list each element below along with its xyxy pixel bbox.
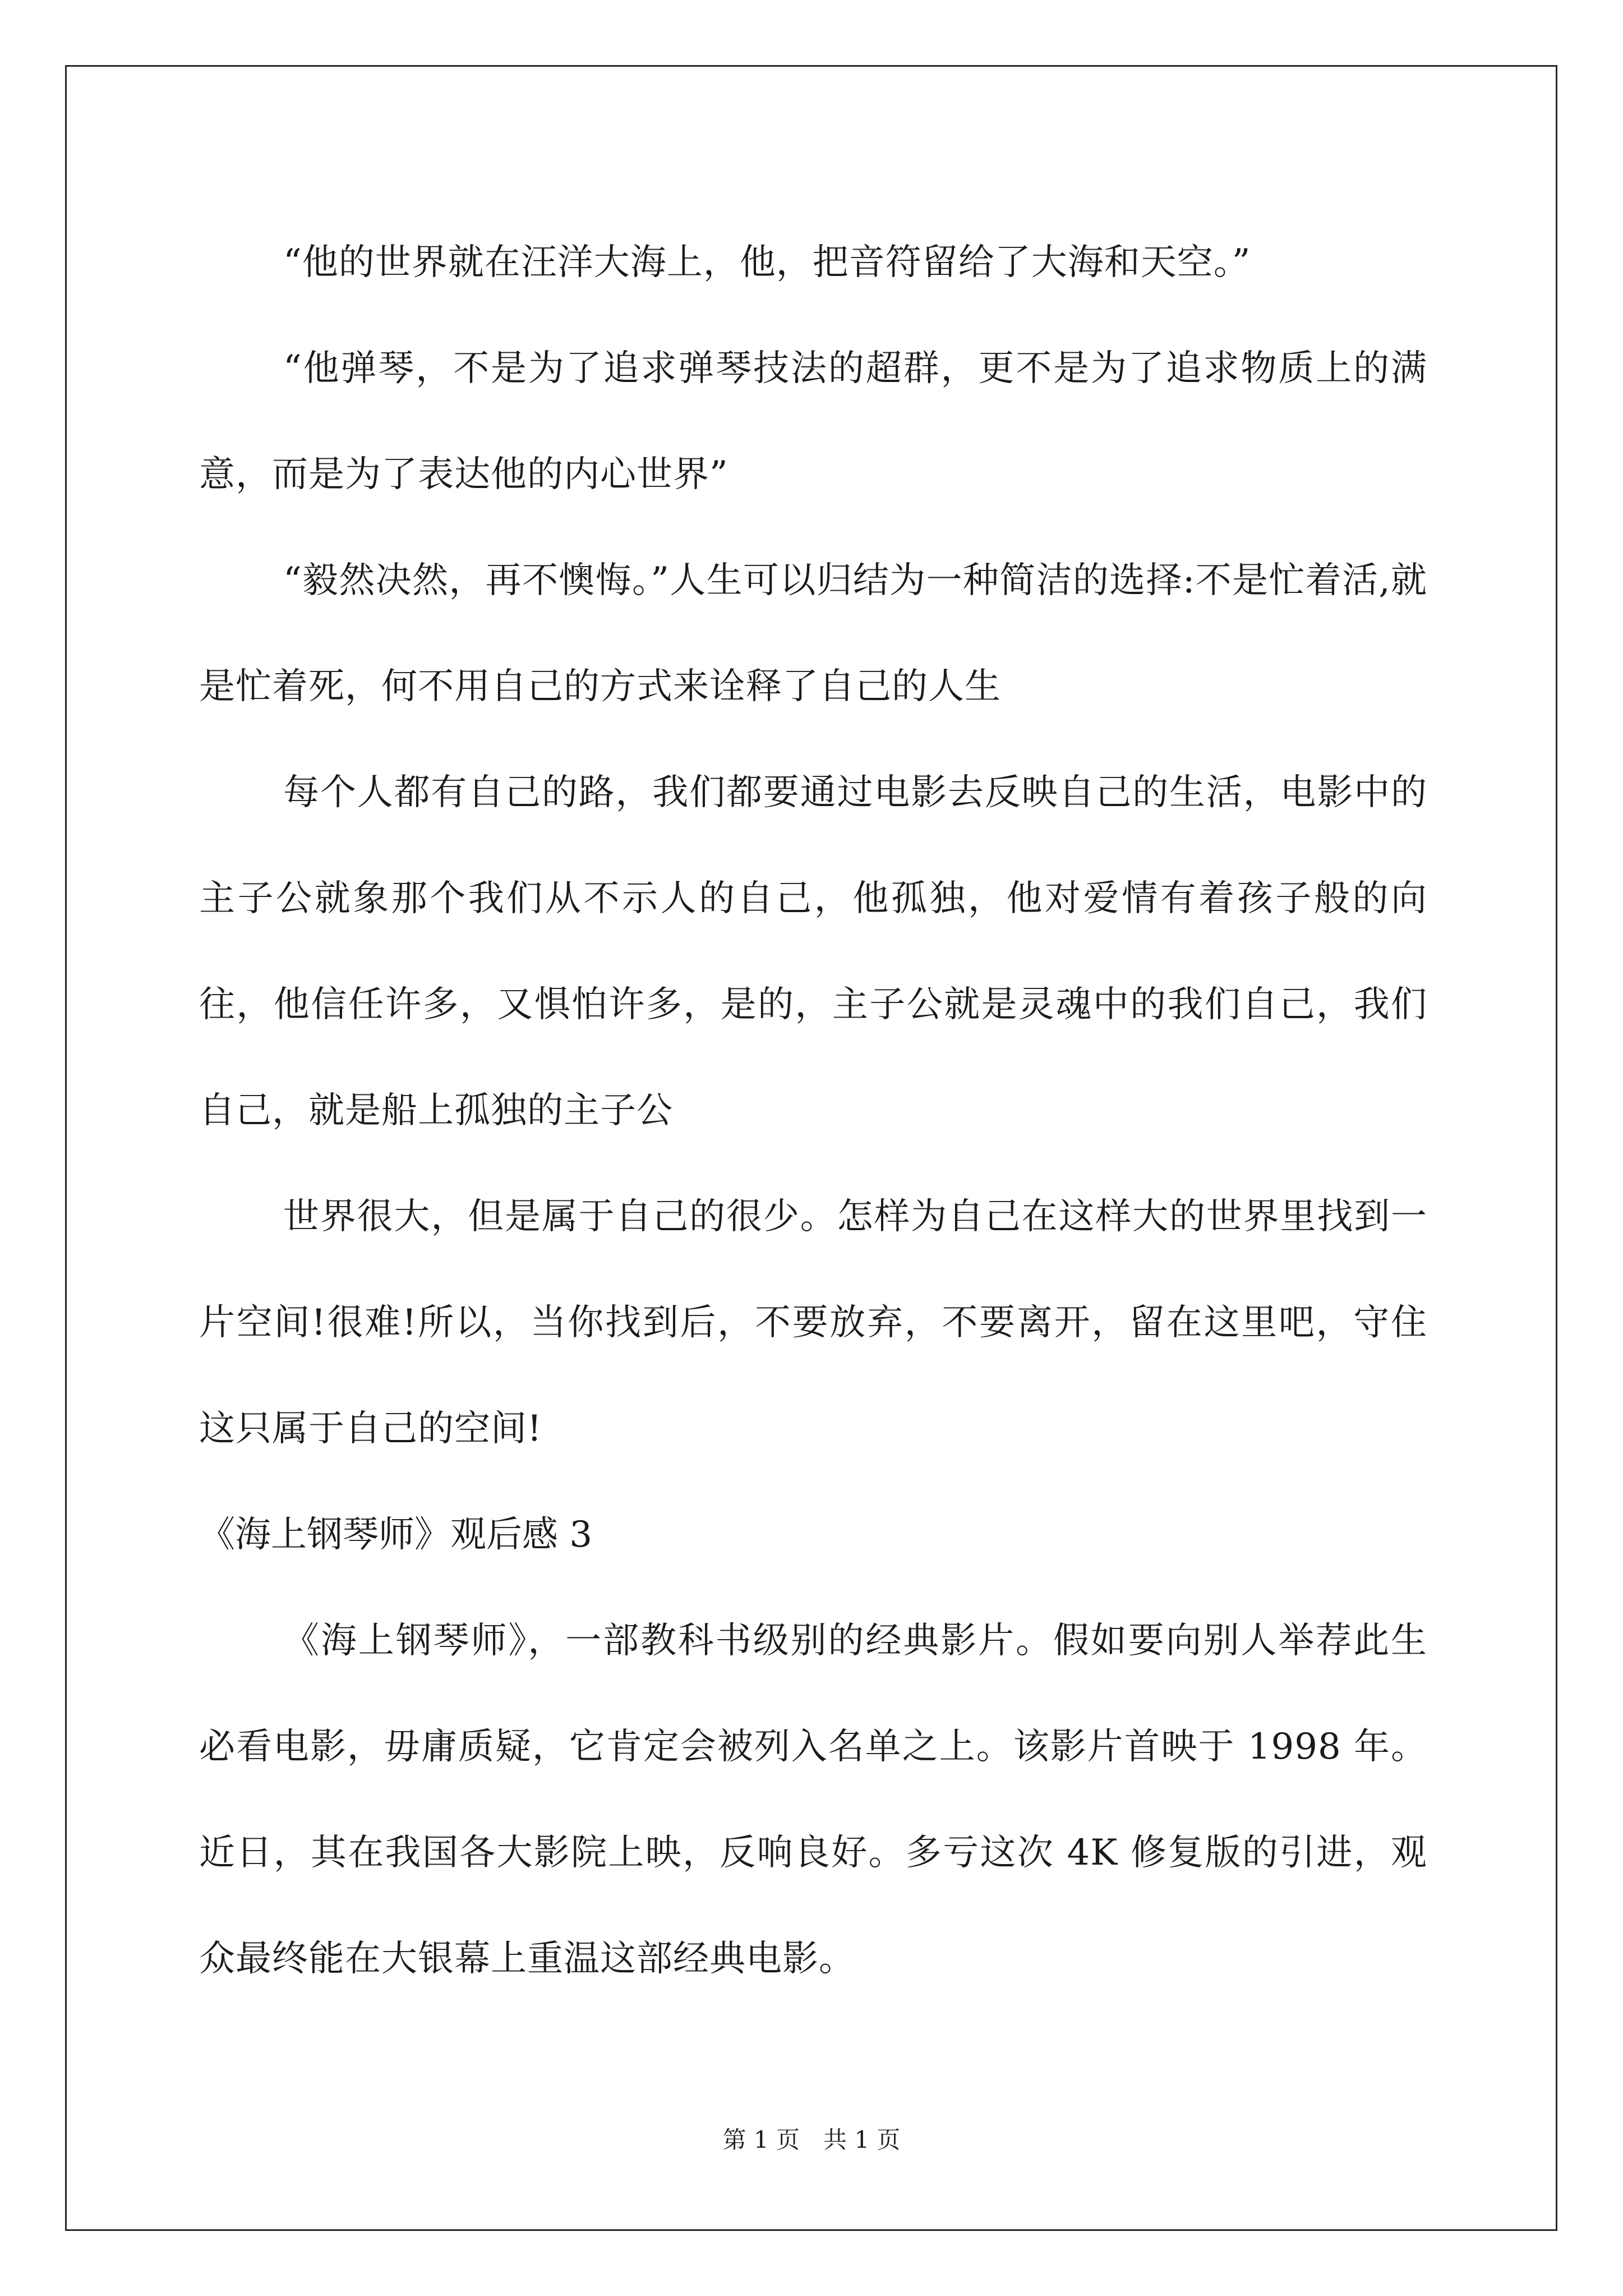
section-heading: 《海上钢琴师》观后感 3 — [199, 1514, 593, 1556]
document-body — [199, 210, 1427, 2012]
paragraph-5: 世界很大，但是属于自己的很少。怎样为自己在这样大的世界里找到一片空间!很难!所以，当你找到后，不要放弃，不要离开，留在这里吧，守住这只属于自己的空间! — [199, 1196, 1427, 1450]
section-paragraph-1: 《海上钢琴师》，一部教科书级别的经典影片。假如要向别人举荐此生必看电影，毋庸质疑，它肯定会被列入名单之上。该影片首映于 1998 年。近日，其在我国各大影院上映，反响良好。多亏这次 4K 修复版的引进，观众最终能在大银幕上重温这部经典电影。 — [199, 1620, 1427, 1980]
page-footer — [0, 2123, 1623, 2157]
page-number: 第 1 页 — [722, 2126, 800, 2154]
paragraph-2: “他弹琴，不是为了追求弹琴技法的超群，更不是为了追求物质上的满意，而是为了表达他的内心世界” — [199, 348, 1427, 495]
paragraph-1: “他的世界就在汪洋大海上，他，把音符留给了大海和天空。” — [283, 242, 1251, 283]
paragraph-3: “毅然决然，再不懊悔。”人生可以归结为一种简洁的选择:不是忙着活,就是忙着死，何不用自己的方式来诠释了自己的人生 — [199, 560, 1427, 707]
page-total: 共 1 页 — [823, 2126, 901, 2154]
paragraph-4: 每个人都有自己的路，我们都要通过电影去反映自己的生活，电影中的主子公就象那个我们从不示人的自己，他孤独，他对爱情有着孩子般的向往，他信任许多，又惧怕许多，是的，主子公就是灵魂中的我们自己，我们自己，就是船上孤独的主子公 — [199, 772, 1427, 1131]
